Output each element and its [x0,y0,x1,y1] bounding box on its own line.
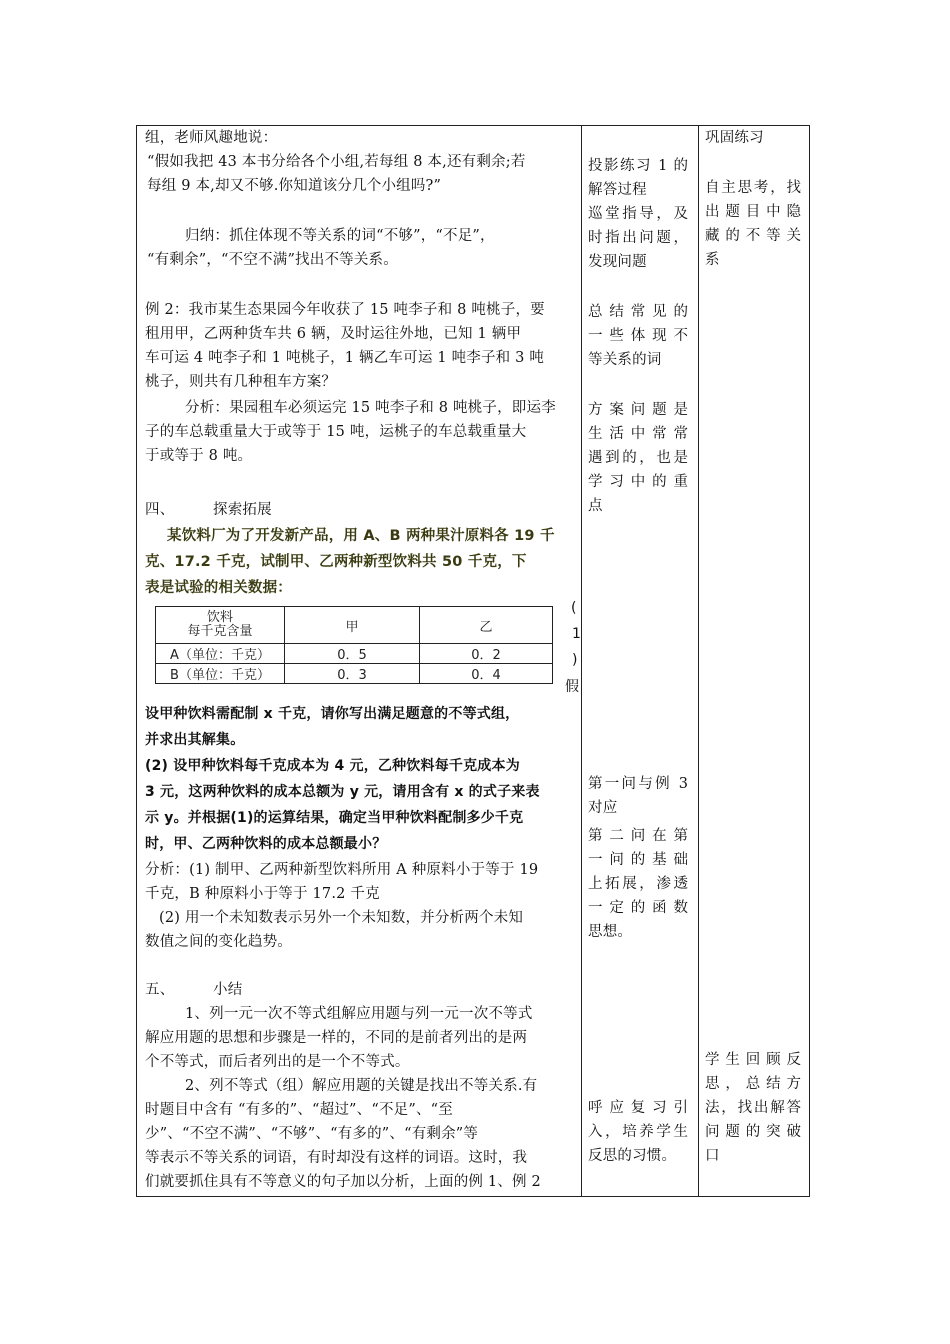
analysis-text: (2) 用一个未知数表示另外一个未知数，并分析两个未知 [159,910,524,926]
analysis-text: 数值之间的变化趋势。 [145,934,292,950]
summary-note: “有剩余”，“不空不满”找出不等关系。 [147,252,398,268]
table-header-yi: 乙 [420,607,553,644]
summary-text: 们就要抓住具有不等意义的句子加以分析，上面的例 1、例 2 [145,1174,541,1190]
activity-line: 遇到的，也是 [588,450,688,466]
question-2-text: 时，甲、乙两种饮料的成本总额最小？ [145,836,387,852]
table-row-label: B（单位：千克） [156,664,285,684]
side-char: 1 [572,626,581,642]
analysis-text: 于或等于 8 吨。 [145,448,253,464]
problem-text: 某饮料厂为了开发新产品，用 A、B 两种果汁原料各 19 千 [167,528,555,544]
analysis-text: 分析：(1) 制甲、乙两种新型饮料所用 A 种原料小于等于 19 [145,862,539,878]
table-cell: 0．5 [285,644,420,664]
summary-text: 等表示不等关系的词语，有时却没有这样的词语。这时，我 [145,1150,528,1166]
question-2-text: (2) 设甲种饮料每千克成本为 4 元，乙种饮料每千克成本为 [145,758,520,774]
example-2-text: 租用甲，乙两种货车共 6 辆，及时运往外地，已知 1 辆甲 [145,326,522,342]
activity-line: 反思的习惯。 [588,1148,677,1164]
side-char: 假 [565,679,579,695]
column-divider [581,126,582,1196]
activity-line: 思想。 [588,924,633,940]
side-char: ) [572,652,578,668]
summary-text: 时题目中含有 “有多的”、“超过”、“不足”、“至 [145,1102,453,1118]
activity-line: 一定的函数 [588,900,688,916]
activity-line: 生活中常常 [588,426,688,442]
table-row-label: A（单位：千克） [156,644,285,664]
activity-line: 时指出问题， [588,230,688,246]
table-header-cell: 饮料 每千克含量 [156,607,285,644]
student-line: 自主思考，找 [705,180,801,196]
activity-line: 总结常见的 [588,304,688,320]
student-line: 出题目中隐 [705,204,801,220]
problem-text: 表是试验的相关数据： [145,580,292,596]
activity-line: 呼应复习引 [588,1100,688,1116]
analysis-text: 千克，B 种原料小于等于 17.2 千克 [145,886,380,902]
table-cell: 0．3 [285,664,420,684]
activity-line: 解答过程 [588,182,647,198]
activity-line: 对应 [588,800,618,816]
activity-line: 巡堂指导，及 [588,206,688,222]
student-line: 藏的不等关 [705,228,801,244]
activity-line: 上拓展，渗透 [588,876,688,892]
lesson-table [136,125,810,1197]
section-5-number: 五、 [145,982,175,998]
section-4-title: 探索拓展 [213,502,272,518]
student-line: 思，总结方 [705,1076,801,1092]
summary-note: 归纳：抓住体现不等关系的词“不够”，“不足”， [185,228,495,244]
student-line: 系 [705,252,720,268]
summary-text: 解应用题的思想和步骤是一样的，不同的是前者列出的是两 [145,1030,528,1046]
analysis-text: 分析：果园租车必须运完 15 吨李子和 8 吨桃子，即运李 [185,400,556,416]
activity-line: 投影练习 1 的 [588,158,688,174]
activity-line: 第二问在第 [588,828,688,844]
summary-text: 个不等式，而后者列出的是一个不等式。 [145,1054,410,1070]
question-1-text: 设甲种饮料需配制 x 千克，请你写出满足题意的不等式组， [145,706,520,722]
intro-line: 每组 9 本,却又不够.你知道该分几个小组吗?” [147,178,442,194]
intro-line: “假如我把 43 本书分给各个小组,若每组 8 本,还有剩余;若 [147,154,526,170]
activity-line: 第一问与例 3 [588,776,688,792]
summary-text: 少”、“不空不满”、“不够”、“有多的”、“有剩余”等 [145,1126,479,1142]
student-line: 口 [705,1148,720,1164]
activity-line: 入，培养学生 [588,1124,688,1140]
activity-line: 一些体现不 [588,328,688,344]
summary-text: 1、列一元一次不等式组解应用题与列一元一次不等式 [185,1006,533,1022]
activity-line: 等关系的词 [588,352,662,368]
example-2-text: 车可运 4 吨李子和 1 吨桃子，1 辆乙车可运 1 吨李子和 3 吨 [145,350,545,366]
intro-line: 组，老师风趣地说： [145,130,278,146]
side-char: ( [571,600,577,616]
activity-line: 学习中的重 [588,474,688,490]
student-line: 法，找出解答 [705,1100,801,1116]
column-divider [698,126,699,1196]
activity-line: 一问的基础 [588,852,688,868]
problem-text: 克、17.2 千克，试制甲、乙两种新型饮料共 50 千克，下 [145,554,527,570]
activity-line: 发现问题 [588,254,647,270]
question-1-text: 并求出其解集。 [145,732,245,748]
table-cell: 0．2 [420,644,553,664]
section-4-number: 四、 [145,502,175,518]
data-table [155,606,553,684]
table-header-jia: 甲 [285,607,420,644]
analysis-text: 子的车总载重量大于或等于 15 吨，运桃子的车总载重量大 [145,424,527,440]
student-line: 巩固练习 [705,130,764,146]
example-2-text: 例 2：我市某生态果园今年收获了 15 吨李子和 8 吨桃子，要 [145,302,545,318]
question-2-text: 示 y。并根据(1)的运算结果，确定当甲种饮料配制多少千克 [145,810,524,826]
student-line: 问题的突破 [705,1124,801,1140]
section-5-title: 小结 [213,982,243,998]
example-2-text: 桃子，则共有几种租车方案？ [145,374,337,390]
summary-text: 2、列不等式（组）解应用题的关键是找出不等关系.有 [185,1078,538,1094]
student-line: 学生回顾反 [705,1052,801,1068]
table-cell: 0．4 [420,664,553,684]
activity-line: 点 [588,498,603,514]
question-2-text: 3 元，这两种饮料的成本总额为 y 元，请用含有 x 的式子来表 [145,784,540,800]
activity-line: 方案问题是 [588,402,688,418]
